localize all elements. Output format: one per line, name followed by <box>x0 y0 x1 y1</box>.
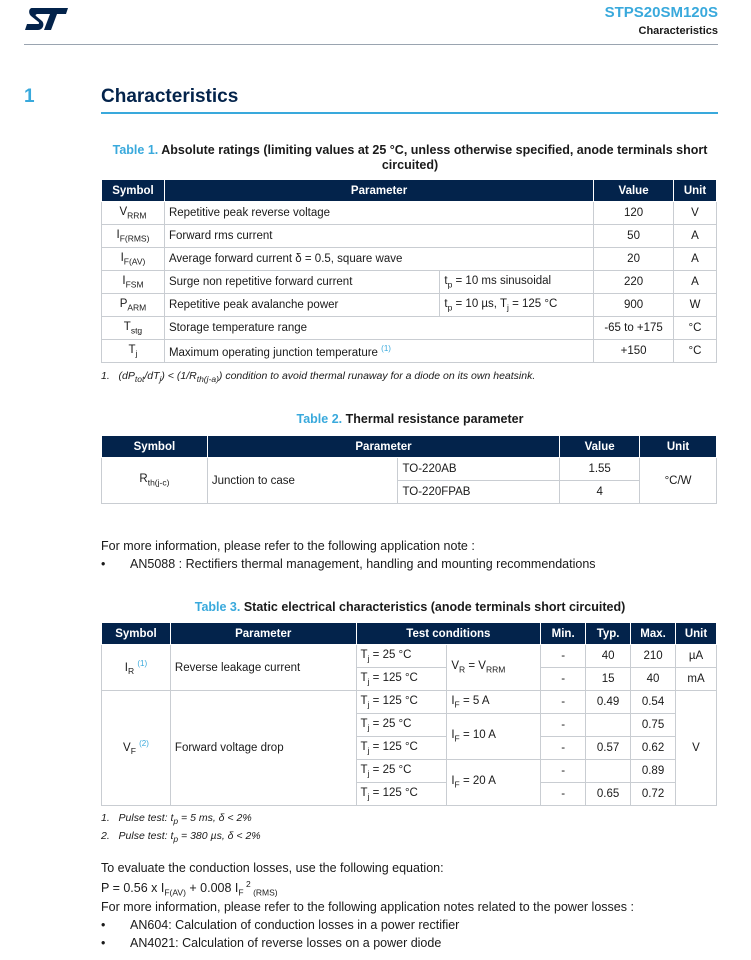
max-cell: 0.75 <box>631 714 676 737</box>
parameter-cell: Average forward current δ = 0.5, square wave <box>164 248 593 271</box>
table1-header-unit: Unit <box>674 180 717 202</box>
unit-cell: µA <box>676 645 717 668</box>
parameter-cell: Forward voltage drop <box>170 691 356 806</box>
parameter-cell: Forward rms current <box>164 225 593 248</box>
table2-header-unit: Unit <box>640 436 717 458</box>
parameter-cell: Repetitive peak reverse voltage <box>164 202 593 225</box>
table3-header-symbol: Symbol <box>102 623 171 645</box>
equation-intro: To evaluate the conduction losses, use the following equation: <box>101 861 444 875</box>
value-cell: 1.55 <box>560 458 640 481</box>
min-cell: - <box>541 668 586 691</box>
tj-cell: $T_j = 125$ °C <box>356 783 447 806</box>
tj-cell: $T_j = 125$ °C <box>356 691 447 714</box>
table-row <box>102 271 717 294</box>
max-cell: 40 <box>631 668 676 691</box>
tj-cell: $T_j = 25$ °C <box>356 760 447 783</box>
table3-footnote-1: 1. Pulse test: $t_p = 5$ ms, δ < 2% <box>101 812 252 827</box>
typ-cell: 0.57 <box>586 737 631 760</box>
table-row <box>102 645 717 668</box>
table3-static-electrical <box>101 622 717 806</box>
parameter-cell: Surge non repetitive forward current <box>164 271 439 294</box>
table-row <box>102 458 717 481</box>
value-cell: 20 <box>594 248 674 271</box>
table-row <box>102 294 717 317</box>
unit-cell: °C <box>674 317 717 340</box>
section-divider <box>101 112 718 114</box>
section-number: 1 <box>24 86 35 107</box>
table3-footnote-2: 2. Pulse test: $t_p = 380$ µs, δ < 2% <box>101 830 261 845</box>
table1-header-value: Value <box>594 180 674 202</box>
table1-absolute-ratings <box>101 179 717 363</box>
parameter-cell: Junction to case <box>207 458 398 504</box>
unit-cell: A <box>674 225 717 248</box>
table-row <box>102 340 717 363</box>
package-cell: TO-220AB <box>398 458 560 481</box>
unit-cell: °C <box>674 340 717 363</box>
typ-cell <box>586 714 631 737</box>
typ-cell: 40 <box>586 645 631 668</box>
table1-footnote: 1. $(dP_{tot}/dT_j) < (1/R_{th(j-a)})$ condition to avoid thermal runaway for a diode on its own heatsink. <box>101 370 536 385</box>
table3-header-conditions: Test conditions <box>356 623 541 645</box>
typ-cell <box>586 760 631 783</box>
table2-header-value: Value <box>560 436 640 458</box>
table2-header-parameter: Parameter <box>207 436 559 458</box>
min-cell: - <box>541 760 586 783</box>
tj-cell: $T_j = 125$ °C <box>356 668 447 691</box>
typ-cell: 0.49 <box>586 691 631 714</box>
symbol-cell: $T_j$ <box>102 340 165 363</box>
header-section-name: Characteristics <box>638 25 718 37</box>
unit-cell: mA <box>676 668 717 691</box>
table3-header-parameter: Parameter <box>170 623 356 645</box>
table3-header-max: Max. <box>631 623 676 645</box>
condition-cell: $I_F = 5$ A <box>447 691 541 714</box>
condition-cell: $V_R = V_{RRM}$ <box>447 645 541 691</box>
typ-cell: 15 <box>586 668 631 691</box>
min-cell: - <box>541 737 586 760</box>
condition-cell: $t_p = 10$ µs, $T_j = 125$ °C <box>440 294 594 317</box>
value-cell: +150 <box>594 340 674 363</box>
symbol-cell: $V_F$ $^{(2)}$ <box>102 691 171 806</box>
table3-header-min: Min. <box>541 623 586 645</box>
table3-header-unit: Unit <box>676 623 717 645</box>
section-title: Characteristics <box>101 86 239 107</box>
list-item: • AN5088 : Rectifiers thermal management, handling and mounting recommendations <box>101 557 596 571</box>
st-logo <box>24 6 70 32</box>
table1-header-symbol: Symbol <box>102 180 165 202</box>
unit-cell: A <box>674 271 717 294</box>
loss-equation: P = 0.56 x $I_{F(AV)} + 0.008$ $I_F$ $^2$ $_{(RMS)}$ <box>101 879 278 898</box>
table2-thermal-resistance <box>101 435 717 504</box>
symbol-cell: $I_{F(AV)}$ <box>102 248 165 271</box>
max-cell: 0.62 <box>631 737 676 760</box>
header-divider <box>24 44 718 45</box>
min-cell: - <box>541 691 586 714</box>
min-cell: - <box>541 645 586 668</box>
value-cell: -65 to +175 <box>594 317 674 340</box>
app-note-intro: For more information, please refer to the following application note : <box>101 539 475 553</box>
package-cell: TO-220FPAB <box>398 481 560 504</box>
max-cell: 210 <box>631 645 676 668</box>
symbol-cell: $I_{F(RMS)}$ <box>102 225 165 248</box>
table-row <box>102 248 717 271</box>
app-notes-intro: For more information, please refer to the following application notes related to the power losses : <box>101 900 634 914</box>
footnote-ref[interactable]: (2) <box>139 739 149 749</box>
max-cell: 0.89 <box>631 760 676 783</box>
min-cell: - <box>541 783 586 806</box>
tj-cell: $T_j = 25$ °C <box>356 714 447 737</box>
unit-cell: V <box>674 202 717 225</box>
table3-header-typ: Typ. <box>586 623 631 645</box>
footnote-ref[interactable]: (1) <box>137 658 148 668</box>
unit-cell: A <box>674 248 717 271</box>
table3-caption: Table 3. Static electrical characteristics (anode terminals short circuited) <box>194 600 626 614</box>
table-row <box>102 225 717 248</box>
max-cell: 0.72 <box>631 783 676 806</box>
condition-cell: $I_F = 20$ A <box>447 760 541 806</box>
parameter-cell: Storage temperature range <box>164 317 593 340</box>
symbol-cell: $R_{th(j-c)}$ <box>102 458 208 504</box>
value-cell: 900 <box>594 294 674 317</box>
symbol-cell: $I_{FSM}$ <box>102 271 165 294</box>
table-row <box>102 202 717 225</box>
symbol-cell: $T_{stg}$ <box>102 317 165 340</box>
symbol-cell: $P_{ARM}$ <box>102 294 165 317</box>
table1-header-parameter: Parameter <box>164 180 593 202</box>
table-row <box>102 317 717 340</box>
min-cell: - <box>541 714 586 737</box>
value-cell: 120 <box>594 202 674 225</box>
parameter-cell: Maximum operating junction temperature $^{(1)}$ <box>164 340 593 363</box>
max-cell: 0.54 <box>631 691 676 714</box>
unit-cell: W <box>674 294 717 317</box>
parameter-cell: Reverse leakage current <box>170 645 356 691</box>
value-cell: 4 <box>560 481 640 504</box>
tj-cell: $T_j = 125$ °C <box>356 737 447 760</box>
value-cell: 50 <box>594 225 674 248</box>
condition-cell: $I_F = 10$ A <box>447 714 541 760</box>
condition-cell: $t_p = 10$ ms sinusoidal <box>440 271 594 294</box>
symbol-cell: $I_R$ $^{(1)}$ <box>102 645 171 691</box>
tj-cell: $T_j = 25$ °C <box>356 645 447 668</box>
footnote-ref[interactable]: (1) <box>381 343 391 353</box>
table1-caption: Table 1. Absolute ratings (limiting values at 25 °C, unless otherwise specified, anode terminals short circuited) <box>112 143 708 172</box>
parameter-cell: Repetitive peak avalanche power <box>164 294 439 317</box>
value-cell: 220 <box>594 271 674 294</box>
list-item: • AN4021: Calculation of reverse losses on a power diode <box>101 936 442 950</box>
table2-caption: Table 2. Thermal resistance parameter <box>296 412 524 426</box>
table-row <box>102 691 717 714</box>
symbol-cell: $V_{RRM}$ <box>102 202 165 225</box>
unit-cell: V <box>676 691 717 806</box>
part-number: STPS20SM120S <box>604 4 718 21</box>
list-item: • AN604: Calculation of conduction losses in a power rectifier <box>101 918 460 932</box>
table2-header-symbol: Symbol <box>102 436 208 458</box>
typ-cell: 0.65 <box>586 783 631 806</box>
unit-cell: °C/W <box>640 458 717 504</box>
